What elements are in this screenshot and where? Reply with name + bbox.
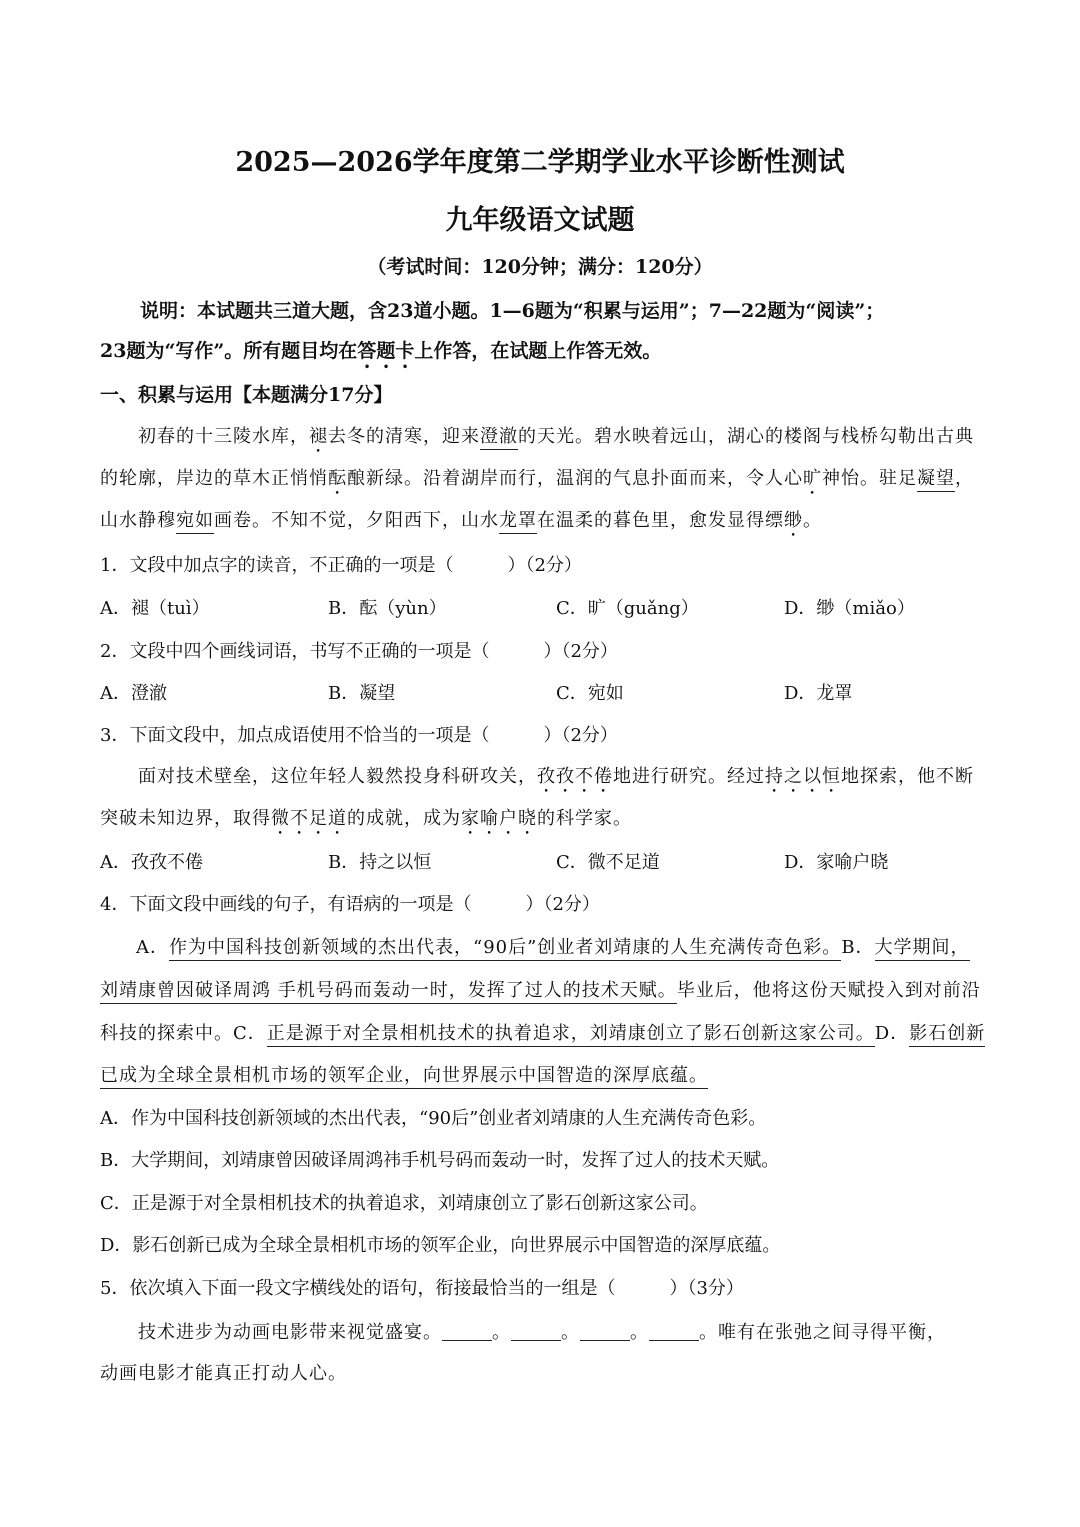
q3-passage-line-2: 突破未知边界，取得微不足道的成就，成为家喻户晓的科学家。 (100, 808, 632, 829)
q4-passage-line-1: A．作为中国科技创新领域的杰出代表，“90后”创业者刘靖康的人生充满传奇色彩。B．大学期间， (136, 933, 970, 959)
question-5-stem: 5．依次填入下面一段文字横线处的语句，衔接最恰当的一组是（ ）（3分） (100, 1278, 744, 1299)
q3-option-b[interactable]: B．持之以恒 (328, 852, 432, 873)
instructions-line-1: 说明：本试题共三道大题，含23道小题。1—6题为“积累与运用”；7—22题为“阅读”； (140, 300, 885, 322)
exam-subtitle: 九年级语文试题 (445, 205, 635, 236)
q1-option-b[interactable]: B．酝（yùn） (328, 598, 447, 619)
q4-option-d[interactable]: D．影石创新已成为全球全景相机市场的领军企业，向世界展示中国智造的深厚底蕴。 (100, 1235, 781, 1256)
q5-passage-line-2: 动画电影才能真正打动人心。 (100, 1363, 347, 1384)
q4-option-c[interactable]: C．正是源于对全景相机技术的执着追求，刘靖康创立了影石创新这家公司。 (100, 1193, 708, 1214)
underlined-word-wanru: 宛如 (176, 510, 214, 534)
q4-passage-line-4: 已成为全球全景相机市场的领军企业，向世界展示中国智造的深厚底蕴。 (100, 1061, 708, 1087)
q3-option-c[interactable]: C．微不足道 (556, 852, 660, 873)
question-2-stem: 2．文段中四个画线词语，书写不正确的一项是（ ）（2分） (100, 641, 618, 662)
q4-option-a[interactable]: A．作为中国科技创新领域的杰出代表，“90后”创业者刘靖康的人生充满传奇色彩。 (100, 1108, 767, 1129)
underlined-word-chengche: 澄澈 (480, 426, 518, 450)
q4-passage-line-2: 刘靖康曾因破译周鸿 手机号码而轰动一时，发挥了过人的技术天赋。毕业后，他将这份天赋投入到对前沿 (100, 976, 981, 1002)
question-3-stem: 3．下面文段中，加点成语使用不恰当的一项是（ ）（2分） (100, 725, 618, 746)
passage1-line-2: 的轮廓，岸边的草木正悄悄酝酿新绿。沿着湖岸而行，温润的气息扑面而来，令人心旷神怡。驻足凝望， (100, 464, 974, 499)
exam-title: 2025—2026学年度第二学期学业水平诊断性测试 (235, 147, 845, 178)
underlined-word-longzhao: 龙罩 (499, 510, 537, 534)
q5-passage-line-1: 技术进步为动画电影带来视觉盛宴。 。 。 。 。唯有在张弛之间寻得平衡， (138, 1322, 946, 1343)
q3-option-d[interactable]: D．家喻户晓 (784, 852, 889, 873)
blank-3[interactable] (580, 1322, 630, 1341)
q4-passage-line-3: 科技的探索中。C．正是源于对全景相机技术的执着追求，刘靖康创立了影石创新这家公司。D．影石创新 (100, 1019, 985, 1045)
q4-option-b[interactable]: B．大学期间，刘靖康曾因破译周鸿祎手机号码而轰动一时，发挥了过人的技术天赋。 (100, 1150, 780, 1171)
instructions-line-2: 23题为“写作”。所有题目均在答题卡上作答，在试题上作答无效。 (100, 340, 662, 362)
blank-4[interactable] (649, 1322, 699, 1341)
blank-2[interactable] (511, 1322, 561, 1341)
passage1-line-3: 山水静穆宛如画卷。不知不觉，夕阳西下，山水龙罩在温柔的暮色里，愈发显得缥缈。 (100, 506, 822, 541)
blank-1[interactable] (442, 1322, 492, 1341)
emphasis-answer-card: 答题卡 (357, 340, 415, 362)
passage1-line-1: 初春的十三陵水库，褪去冬的清寒，迎来澄澈的天光。碧水映着远山，湖心的楼阁与栈桥勾勒出古典 (138, 422, 974, 457)
q2-option-b[interactable]: B．凝望 (328, 683, 396, 704)
question-1-stem: 1．文段中加点字的读音，不正确的一项是（ ）（2分） (100, 555, 582, 576)
q2-option-d[interactable]: D．龙罩 (784, 683, 853, 704)
question-4-stem: 4．下面文段中画线的句子，有语病的一项是（ ）（2分） (100, 894, 600, 915)
q2-option-a[interactable]: A．澄澈 (100, 683, 167, 704)
q1-option-a[interactable]: A．褪（tuì） (100, 598, 210, 619)
exam-info: （考试时间：120分钟；满分：120分） (367, 256, 713, 278)
q1-option-d[interactable]: D．缈（miǎo） (784, 598, 915, 619)
underlined-word-ningwang: 凝望 (917, 468, 955, 492)
q1-option-c[interactable]: C．旷（guǎng） (556, 598, 699, 619)
q3-option-a[interactable]: A．孜孜不倦 (100, 852, 203, 873)
section-1-heading: 一、积累与运用【本题满分17分】 (100, 384, 393, 406)
q3-passage-line-1: 面对技术壁垒，这位年轻人毅然投身科研攻关，孜孜不倦地进行研究。经过持之以恒地探索，他不断 (138, 766, 974, 787)
q2-option-c[interactable]: C．宛如 (556, 683, 624, 704)
